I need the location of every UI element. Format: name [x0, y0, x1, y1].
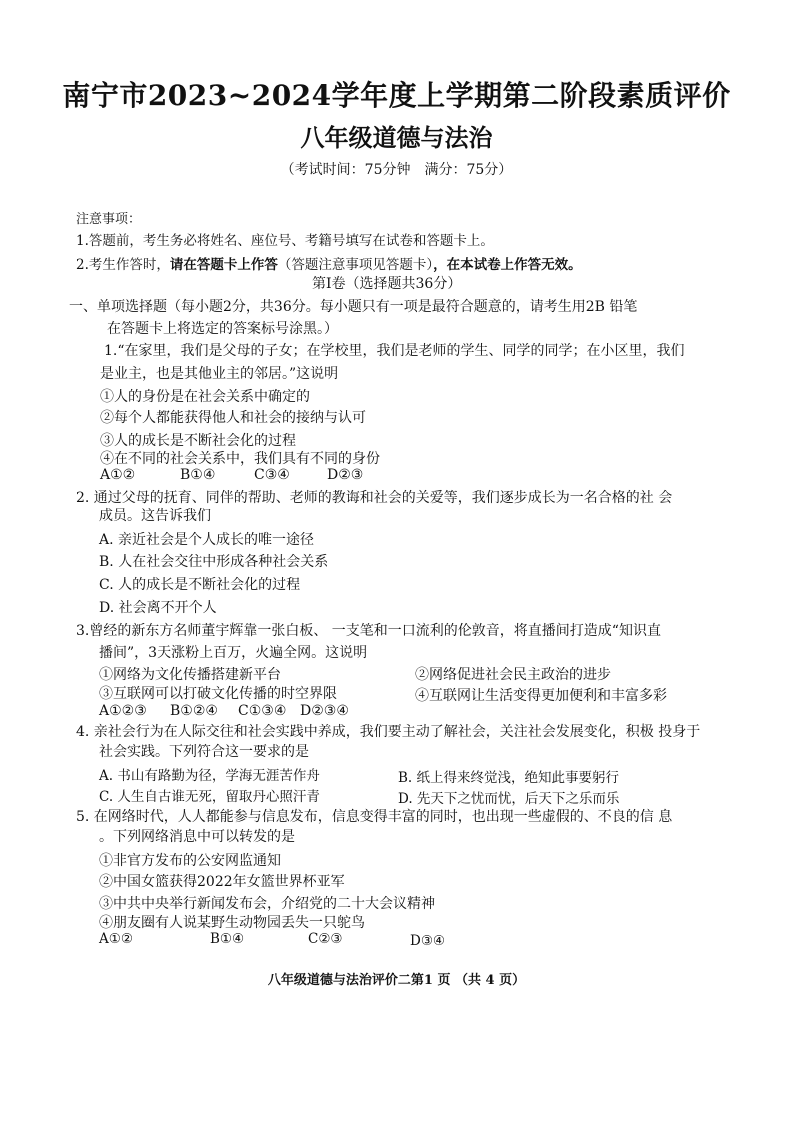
q5-option-3: ③中共中央举行新闻发布会，介绍党的二十大会议精神	[99, 896, 435, 912]
q5-option-4: ④朋友圈有人说某野生动物园丢失一只鸵鸟	[99, 915, 365, 931]
exam-title: 南宁市2023~2024学年度上学期第二阶段素质评价	[62, 79, 731, 112]
q1-stem-line1: 1.“在家里，我们是父母的子女；在学校里，我们是老师的学生、同学的同学；在小区里，我们	[104, 343, 685, 359]
q5-option-1: ①非官方发布的公安网监通知	[99, 853, 281, 869]
section-heading-line1: 一、单项选择题（每小题2分，共36分。每小题只有一项是最符合题意的，请考生用2B 铅笔	[69, 299, 638, 315]
q4-choice-c: C. 人生自古谁无死，留取丹心照汗青	[99, 789, 320, 805]
notes-item-2-a: 2.考生作答时，	[76, 257, 170, 273]
q1-option-3: ③人的成长是不断社会化的过程	[100, 433, 296, 449]
q3-stem-line2: 播间”，3天涨粉上百万，火遍全网。这说明	[99, 645, 368, 661]
q3-option-2: ②网络促进社会民主政治的进步	[415, 667, 611, 683]
q5-choice-b: B①④	[210, 931, 245, 947]
q5-stem-line1: 5. 在网络时代，人人都能参与信息发布，信息变得丰富的同时，也出现一些虚假的、不良的信 息	[76, 809, 673, 825]
exam-subtitle: 八年级道德与法治	[300, 123, 493, 152]
volume-title: 第Ⅰ卷（选择题共36分）	[312, 276, 462, 292]
notes-heading: 注意事项：	[76, 212, 142, 227]
page-footer: 八年级道德与法治评价二第1 页 （共 4 页）	[267, 973, 526, 988]
q3-choice-a: A①②③	[99, 703, 147, 719]
q2-choice-b: B. 人在社会交往中形成各种社会关系	[99, 554, 329, 570]
q5-choice-d: D③④	[410, 933, 446, 949]
q2-choice-a: A. 亲近社会是个人成长的唯一途径	[99, 532, 315, 548]
q5-choice-a: A①②	[99, 931, 133, 947]
q1-option-2: ②每个人都能获得他人和社会的接纳与认可	[100, 410, 366, 426]
q4-stem-line1: 4. 亲社会行为在人际交往和社会实践中养成，我们要主动了解社会，关注社会发展变化，积极 投身于	[76, 724, 701, 740]
section-heading-line2: 在答题卡上将选定的答案标号涂黑。）	[107, 321, 338, 337]
q3-option-4: ④互联网让生活变得更加便利和丰富多彩	[415, 688, 667, 704]
notes-item-2-b: 请在答题卡上作答	[169, 257, 278, 273]
q4-stem-line2: 社会实践。下列符合这一要求的是	[99, 744, 309, 760]
notes-item-1: 1.答题前，考生务必将姓名、座位号、考籍号填写在试卷和答题卡上。	[76, 233, 494, 249]
q1-choice-b: B①④	[180, 467, 216, 483]
q1-choice-a: A①②	[100, 467, 136, 483]
q2-choice-c: C. 人的成长是不断社会化的过程	[99, 577, 301, 593]
q4-choice-b: B. 纸上得来终觉浅，绝知此事要躬行	[398, 770, 620, 786]
q3-choice-c: C①③④	[238, 703, 287, 719]
exam-info: （考试时间：75分钟 满分：75分）	[280, 162, 513, 178]
q5-stem-line2: 。下列网络消息中可以转发的是	[99, 829, 295, 845]
notes-item-2	[76, 253, 582, 273]
q3-option-1: ①网络为文化传播搭建新平台	[99, 667, 281, 683]
q5-choice-c: C②③	[308, 931, 343, 947]
q2-choice-d: D. 社会离不开个人	[99, 600, 217, 616]
q3-option-3: ③互联网可以打破文化传播的时空界限	[99, 686, 337, 702]
notes-item-2-c: （答题注意事项见答题卡）	[277, 257, 434, 273]
q3-stem-line1: 3.曾经的新东方名师董宇辉靠一张白板、 一支笔和一口流利的伦敦音，将直播间打造成“知识直	[76, 623, 661, 639]
q5-option-2: ②中国女篮获得2022年女篮世界杯亚军	[99, 874, 345, 890]
q1-stem-line2: 是业主，也是其他业主的邻居。”这说明	[100, 366, 339, 382]
q4-choice-d: D. 先天下之忧而忧，后天下之乐而乐	[398, 791, 620, 807]
q1-choice-d: D②③	[327, 467, 364, 483]
notes-item-2-d: ，在本试卷上作答无效。	[433, 257, 582, 273]
q2-stem-line2: 成员。这告诉我们	[99, 508, 211, 524]
q3-choice-d: D②③④	[300, 703, 349, 719]
q1-option-1: ①人的身份是在社会关系中确定的	[100, 389, 310, 405]
q1-choice-c: C③④	[254, 467, 290, 483]
q1-option-4: ④在不同的社会关系中，我们具有不同的身份	[100, 451, 380, 467]
q4-choice-a: A. 书山有路勤为径，学海无涯苦作舟	[99, 768, 320, 784]
q2-stem-line1: 2. 通过父母的抚育、同伴的帮助、老师的教诲和社会的关爱等，我们逐步成长为一名合格的社 会	[76, 490, 673, 506]
q3-choice-b: B①②④	[170, 703, 218, 719]
